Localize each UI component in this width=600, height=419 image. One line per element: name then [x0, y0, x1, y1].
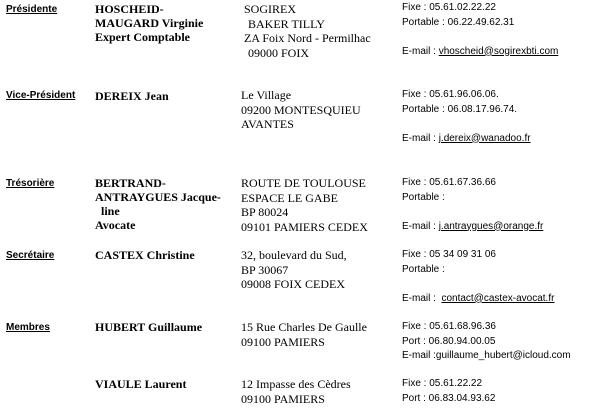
address-line: 09101 PAMIERS CEDEX	[241, 219, 368, 234]
email-label: E-mail :	[402, 45, 436, 57]
address-line: 09008 FOIX CEDEX	[241, 277, 345, 291]
email-row	[402, 45, 597, 60]
email-row	[402, 220, 597, 235]
email-link[interactable]: vhoscheid@sogirexbti.com	[438, 45, 559, 57]
email-label: E-mail :	[402, 292, 436, 304]
address-line: 09000 FOIX	[248, 45, 310, 60]
blank-line	[402, 117, 597, 132]
address-line: ROUTE DE TOULOUSE	[241, 176, 366, 190]
email-link[interactable]: j.dereix@wanadoo.fr	[438, 132, 531, 144]
phone-fixe: Fixe : 05.61.96.06.06.	[402, 89, 499, 100]
address-line: 09100 PAMIERS	[241, 391, 325, 406]
address-line: 32, boulevard du Sud,	[241, 248, 347, 262]
member-address-hoscheid	[244, 2, 394, 60]
role-label-tresoriere: Trésorière	[6, 178, 55, 189]
email-label: E-mail :	[402, 220, 436, 232]
address-line: 09100 PAMIERS	[241, 334, 325, 349]
address-line: AVANTES	[241, 117, 294, 131]
email-link[interactable]: contact@castex-avocat.fr	[441, 292, 555, 304]
name-line: CASTEX Christine	[95, 248, 195, 262]
name-line: DEREIX Jean	[95, 89, 169, 103]
role-label-presidente: Présidente	[6, 4, 58, 15]
phone-portable: Portable : 06.08.17.96.74.	[402, 103, 518, 115]
name-line: VIAULE Laurent	[95, 377, 187, 391]
phone-portable: Portable :	[402, 191, 445, 203]
name-line: Expert Comptable	[95, 30, 190, 44]
member-name-bertrand-antraygues	[95, 176, 232, 232]
member-address-bertrand-antraygues	[241, 176, 391, 234]
address-line: BAKER TILLY	[248, 16, 325, 31]
address-line: 15 Rue Charles De Gaulle	[241, 320, 367, 334]
member-contact-castex	[402, 248, 597, 306]
member-name-viaule	[95, 377, 232, 391]
member-name-hubert	[95, 320, 232, 334]
role-label-vice-president: Vice-Président	[6, 90, 76, 101]
email-text[interactable]: guillaume_hubert@icloud.com	[435, 350, 571, 361]
member-contact-hoscheid	[402, 1, 597, 59]
member-address-viaule	[241, 377, 391, 406]
address-line: 12 Impasse des Cèdres	[241, 377, 351, 391]
phone-portable: Port : 06.80.94.00.05	[402, 335, 496, 347]
member-contact-viaule	[402, 377, 597, 406]
phone-portable: Portable :	[402, 263, 445, 275]
name-line: HUBERT Guillaume	[95, 320, 203, 334]
phone-fixe: Fixe : 05 34 09 31 06	[402, 249, 496, 260]
address-line: Le Village	[241, 88, 292, 102]
address-line: ZA Foix Nord - Permilhac	[244, 31, 371, 45]
member-address-hubert	[241, 320, 391, 349]
email-row	[402, 349, 597, 364]
member-contact-bertrand-antraygues	[402, 176, 597, 234]
role-label-membres: Membres	[6, 322, 50, 333]
name-line: MAUGARD Virginie	[95, 16, 204, 30]
address-line: ESPACE LE GABE	[241, 190, 338, 205]
blank-line	[402, 277, 597, 292]
member-address-castex	[241, 248, 391, 292]
phone-portable: Port : 06.83.04.93.62	[402, 392, 496, 404]
email-link[interactable]: j.antraygues@orange.fr	[438, 220, 544, 232]
blank-line	[402, 205, 597, 220]
member-address-dereix	[241, 88, 391, 132]
member-contact-hubert	[402, 320, 597, 364]
phone-fixe: Fixe : 05.61.68.96.36	[402, 321, 496, 332]
member-name-hoscheid	[95, 2, 232, 44]
member-name-castex	[95, 248, 232, 262]
name-line: ANTRAYGUES Jacque-	[95, 190, 221, 204]
address-line: 09200 MONTESQUIEU	[241, 102, 361, 117]
blank-line	[402, 30, 597, 45]
member-contact-dereix	[402, 88, 597, 146]
email-row	[402, 292, 597, 307]
name-line: line	[101, 204, 120, 218]
member-name-dereix	[95, 89, 232, 103]
address-line: BP 30067	[241, 262, 289, 277]
phone-fixe: Fixe : 05.61.67.36.66	[402, 177, 496, 188]
email-label: E-mail :	[402, 132, 436, 144]
phone-portable: Portable : 06.22.49.62.31	[402, 16, 515, 28]
address-line: SOGIREX	[244, 2, 297, 16]
name-line: BERTRAND-	[95, 176, 166, 190]
email-row	[402, 132, 597, 147]
name-line: HOSCHEID-	[95, 2, 164, 16]
phone-fixe: Fixe : 05.61.22.22	[402, 378, 483, 389]
role-label-secretaire: Secrétaire	[6, 250, 55, 261]
address-line: BP 80024	[241, 205, 289, 219]
email-label: E-mail :	[402, 350, 436, 361]
phone-fixe: Fixe : 05.61.02.22.22	[402, 2, 496, 13]
name-line: Avocate	[95, 218, 136, 232]
